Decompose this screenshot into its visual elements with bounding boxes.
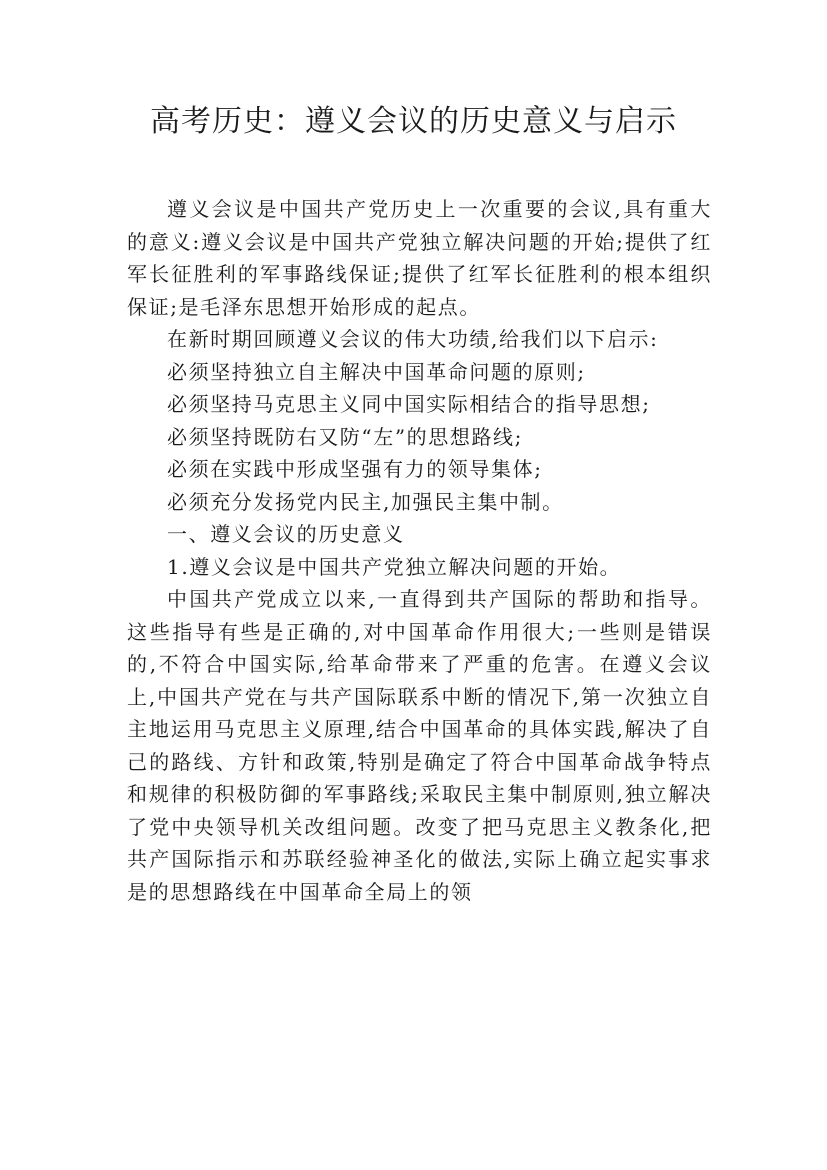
paragraph-lessons-lead: 在新时期回顾遵义会议的伟大功绩,给我们以下启示: (167, 327, 659, 351)
lesson-item-5: 必须充分发扬党内民主,加强民主集中制。 (167, 489, 564, 514)
lesson-item-3: 必须坚持既防右又防“左”的思想路线; (167, 424, 523, 449)
paragraph-body: 中国共产党成立以来,一直得到共产国际的帮助和指导。这些指导有些是正确的,对中国革命作用很大;一些则是错误的,不符合中国实际,给革命带来了严重的危害。在遵义会议上,中国共产党在与共产国际联系中断的情况下,第一次独立自主地运用马克思主义原理,结合中国革命的具体实践,解决了自己的路线、方针和政策,特别是确定了符合中国革命战争特点和规律的积极防御的军事路线;采取民主集中制原则,独立解决了党中央领导机关改组问题。改变了把马克思主义教条化,把共产国际指示和苏联经验神圣化的做法,实际上确立起实事求是的思想路线在中国革命全局上的领 (127, 587, 712, 904)
subsection-heading: 1.遵义会议是中国共产党独立解决问题的开始。 (167, 554, 622, 579)
lesson-item-4: 必须在实践中形成坚强有力的领导集体; (167, 457, 543, 481)
section-heading: 一、遵义会议的历史意义 (167, 522, 405, 546)
document-title: 高考历史：遵义会议的历史意义与启示 (150, 104, 677, 139)
lesson-item-2: 必须坚持马克思主义同中国实际相结合的指导思想; (167, 392, 651, 416)
lesson-item-1: 必须坚持独立自主解决中国革命问题的原则; (167, 359, 586, 384)
paragraph-intro: 遵义会议是中国共产党历史上一次重要的会议,具有重大的意义:遵义会议是中国共产党独立解决问题的开始;提供了红军长征胜利的军事路线保证;提供了红军长征胜利的根本组织保证;是毛泽东思想开始形成的起点。 (127, 197, 712, 319)
document-body (127, 193, 712, 908)
